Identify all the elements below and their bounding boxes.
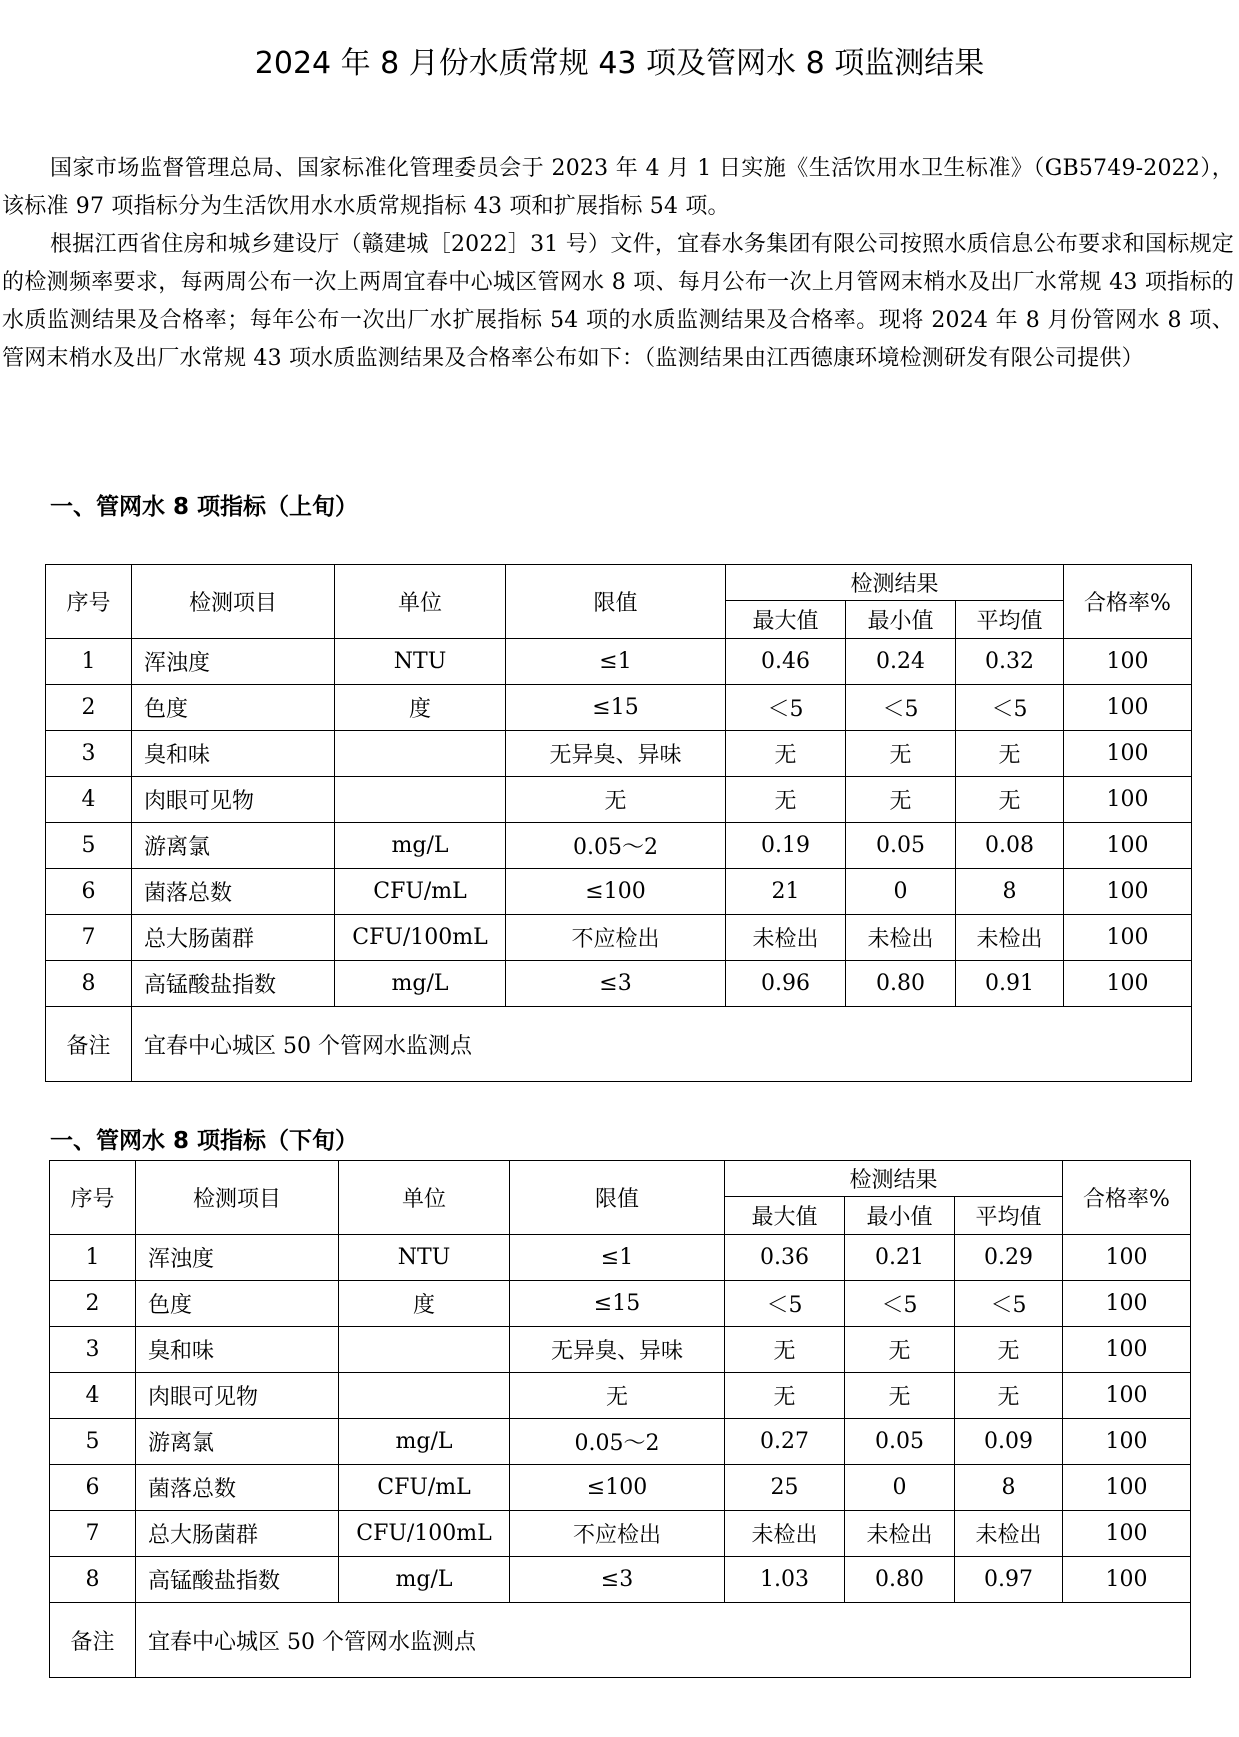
- table-row: [46, 731, 1192, 777]
- header-item: 检测项目: [132, 565, 335, 639]
- row-seq: 8: [50, 1557, 136, 1603]
- row-limit: ≤1: [506, 639, 726, 685]
- row-item: 肉眼可见物: [132, 777, 335, 823]
- row-item: 臭和味: [132, 731, 335, 777]
- table-row: [50, 1327, 1191, 1373]
- table-row: [50, 1235, 1191, 1281]
- intro-paragraph-1: 国家市场监督管理总局、国家标准化管理委员会于 2023 年 4 月 1 日实施《生活饮用水卫生标准》（GB5749-2022），该标准 97 项指标分为生活饮用水水质常规指标 43 项和扩展指标 54 项。: [2, 156, 1234, 219]
- table-row: [50, 1373, 1191, 1419]
- row-item: 浑浊度: [136, 1235, 339, 1281]
- row-min: 0.21: [845, 1235, 955, 1281]
- row-unit: mg/L: [339, 1557, 510, 1603]
- table-row: [50, 1465, 1191, 1511]
- row-limit: ≤15: [510, 1281, 725, 1327]
- table-row: [50, 1511, 1191, 1557]
- row-limit: ≤3: [506, 961, 726, 1007]
- table-row: [50, 1281, 1191, 1327]
- row-max: ＜5: [726, 685, 846, 731]
- row-seq: 6: [50, 1465, 136, 1511]
- results-table-second-period: [49, 1160, 1191, 1678]
- table-row: [46, 869, 1192, 915]
- row-limit: ≤15: [506, 685, 726, 731]
- row-max: 0.46: [726, 639, 846, 685]
- row-max: 25: [725, 1465, 845, 1511]
- row-unit: NTU: [335, 639, 506, 685]
- row-min: 0.05: [846, 823, 956, 869]
- row-max: 0.36: [725, 1235, 845, 1281]
- row-avg: 无: [955, 1373, 1063, 1419]
- row-rate: 100: [1064, 639, 1192, 685]
- note-row: [50, 1603, 1191, 1678]
- row-limit: ≤100: [510, 1465, 725, 1511]
- table-row: [46, 823, 1192, 869]
- row-min: 0.24: [846, 639, 956, 685]
- header-rate: 合格率%: [1063, 1161, 1191, 1235]
- row-seq: 4: [50, 1373, 136, 1419]
- row-unit: NTU: [339, 1235, 510, 1281]
- row-unit: 度: [335, 685, 506, 731]
- row-avg: 无: [955, 1327, 1063, 1373]
- row-unit: CFU/mL: [339, 1465, 510, 1511]
- header-min: 最小值: [845, 1197, 955, 1235]
- intro-paragraph-2: 根据江西省住房和城乡建设厅（赣建城［2022］31 号）文件，宜春水务集团有限公司按照水质信息公布要求和国标规定的检测频率要求，每两周公布一次上两周宜春中心城区管网水 8 项、每月公布一次上月管网末梢水及出厂水常规 43 项指标的水质监测结果及合格率；每年公布一次出厂水扩展指标 54 项的水质监测结果及合格率。现将 2024 年 8 月份管网水 8 项、管网末梢水及出厂水常规 43 项水质监测结果及合格率公布如下：（监测结果由江西德康环境检测研发有限公司提供）: [2, 232, 1234, 371]
- row-avg: 未检出: [956, 915, 1064, 961]
- table-row: [50, 1419, 1191, 1465]
- row-seq: 5: [50, 1419, 136, 1465]
- row-seq: 7: [50, 1511, 136, 1557]
- table-header-row: [46, 565, 1192, 601]
- table-row: [50, 1557, 1191, 1603]
- row-min: 0.80: [846, 961, 956, 1007]
- row-min: 0: [845, 1465, 955, 1511]
- row-item: 菌落总数: [136, 1465, 339, 1511]
- row-avg: 0.32: [956, 639, 1064, 685]
- row-avg: 0.08: [956, 823, 1064, 869]
- page-title: 2024 年 8 月份水质常规 43 项及管网水 8 项监测结果: [254, 46, 985, 81]
- row-item: 浑浊度: [132, 639, 335, 685]
- row-rate: 100: [1064, 961, 1192, 1007]
- note-label: 备注: [46, 1007, 132, 1082]
- row-seq: 3: [50, 1327, 136, 1373]
- header-avg: 平均值: [955, 1197, 1063, 1235]
- row-seq: 1: [46, 639, 132, 685]
- row-limit: 不应检出: [506, 915, 726, 961]
- row-rate: 100: [1064, 731, 1192, 777]
- row-rate: 100: [1064, 685, 1192, 731]
- row-max: 未检出: [725, 1511, 845, 1557]
- row-item: 游离氯: [136, 1419, 339, 1465]
- row-avg: 无: [956, 777, 1064, 823]
- header-min: 最小值: [846, 601, 956, 639]
- row-rate: 100: [1064, 869, 1192, 915]
- intro-text: [2, 150, 1234, 378]
- row-item: 总大肠菌群: [132, 915, 335, 961]
- row-max: 无: [726, 777, 846, 823]
- note-text: 宜春中心城区 50 个管网水监测点: [132, 1007, 1192, 1082]
- row-rate: 100: [1063, 1235, 1191, 1281]
- header-unit: 单位: [335, 565, 506, 639]
- row-rate: 100: [1064, 823, 1192, 869]
- row-rate: 100: [1063, 1465, 1191, 1511]
- row-min: 0.80: [845, 1557, 955, 1603]
- table-row: [46, 915, 1192, 961]
- row-min: 0: [846, 869, 956, 915]
- row-limit: 无: [506, 777, 726, 823]
- row-rate: 100: [1064, 777, 1192, 823]
- table-header-row: [50, 1161, 1191, 1197]
- table-row: [46, 639, 1192, 685]
- row-seq: 6: [46, 869, 132, 915]
- row-unit: mg/L: [335, 961, 506, 1007]
- row-unit: [339, 1327, 510, 1373]
- row-max: 0.19: [726, 823, 846, 869]
- row-seq: 5: [46, 823, 132, 869]
- table-row: [46, 777, 1192, 823]
- row-max: 0.27: [725, 1419, 845, 1465]
- results-table-first-period: [45, 564, 1192, 1082]
- table-row: [46, 961, 1192, 1007]
- row-avg: 0.91: [956, 961, 1064, 1007]
- row-item: 游离氯: [132, 823, 335, 869]
- row-max: ＜5: [725, 1281, 845, 1327]
- row-avg: 8: [956, 869, 1064, 915]
- row-avg: 0.09: [955, 1419, 1063, 1465]
- header-max: 最大值: [725, 1197, 845, 1235]
- header-limit: 限值: [510, 1161, 725, 1235]
- row-limit: 0.05～2: [506, 823, 726, 869]
- row-avg: ＜5: [956, 685, 1064, 731]
- row-rate: 100: [1063, 1511, 1191, 1557]
- row-seq: 7: [46, 915, 132, 961]
- row-rate: 100: [1063, 1327, 1191, 1373]
- row-avg: 0.29: [955, 1235, 1063, 1281]
- header-result: 检测结果: [726, 565, 1064, 601]
- row-avg: 0.97: [955, 1557, 1063, 1603]
- row-min: 无: [845, 1327, 955, 1373]
- row-unit: mg/L: [339, 1419, 510, 1465]
- row-limit: 无: [510, 1373, 725, 1419]
- row-seq: 2: [50, 1281, 136, 1327]
- row-rate: 100: [1063, 1373, 1191, 1419]
- row-max: 未检出: [726, 915, 846, 961]
- row-limit: ≤100: [506, 869, 726, 915]
- row-unit: CFU/100mL: [339, 1511, 510, 1557]
- header-item: 检测项目: [136, 1161, 339, 1235]
- row-item: 总大肠菌群: [136, 1511, 339, 1557]
- row-min: ＜5: [846, 685, 956, 731]
- row-item: 色度: [136, 1281, 339, 1327]
- row-item: 高锰酸盐指数: [136, 1557, 339, 1603]
- row-limit: 0.05～2: [510, 1419, 725, 1465]
- row-limit: 无异臭、异味: [510, 1327, 725, 1373]
- row-item: 肉眼可见物: [136, 1373, 339, 1419]
- header-seq: 序号: [46, 565, 132, 639]
- row-rate: 100: [1064, 915, 1192, 961]
- header-seq: 序号: [50, 1161, 136, 1235]
- row-avg: 8: [955, 1465, 1063, 1511]
- section2-heading: 一、管网水 8 项指标（下旬）: [50, 1128, 359, 1154]
- row-avg: ＜5: [955, 1281, 1063, 1327]
- row-item: 菌落总数: [132, 869, 335, 915]
- header-limit: 限值: [506, 565, 726, 639]
- row-seq: 4: [46, 777, 132, 823]
- row-seq: 3: [46, 731, 132, 777]
- row-limit: ≤1: [510, 1235, 725, 1281]
- row-limit: 不应检出: [510, 1511, 725, 1557]
- row-max: 无: [726, 731, 846, 777]
- row-rate: 100: [1063, 1557, 1191, 1603]
- row-unit: mg/L: [335, 823, 506, 869]
- row-unit: [339, 1373, 510, 1419]
- row-item: 色度: [132, 685, 335, 731]
- section1-heading: 一、管网水 8 项指标（上旬）: [50, 494, 359, 520]
- row-item: 臭和味: [136, 1327, 339, 1373]
- row-avg: 未检出: [955, 1511, 1063, 1557]
- row-limit: ≤3: [510, 1557, 725, 1603]
- row-rate: 100: [1063, 1281, 1191, 1327]
- note-row: [46, 1007, 1192, 1082]
- header-avg: 平均值: [956, 601, 1064, 639]
- row-unit: 度: [339, 1281, 510, 1327]
- row-seq: 1: [50, 1235, 136, 1281]
- row-min: 未检出: [845, 1511, 955, 1557]
- row-limit: 无异臭、异味: [506, 731, 726, 777]
- row-unit: CFU/100mL: [335, 915, 506, 961]
- row-min: 无: [846, 777, 956, 823]
- header-unit: 单位: [339, 1161, 510, 1235]
- row-max: 无: [725, 1327, 845, 1373]
- row-seq: 2: [46, 685, 132, 731]
- table-row: [46, 685, 1192, 731]
- row-unit: [335, 731, 506, 777]
- row-min: 0.05: [845, 1419, 955, 1465]
- row-rate: 100: [1063, 1419, 1191, 1465]
- row-min: 未检出: [846, 915, 956, 961]
- row-max: 1.03: [725, 1557, 845, 1603]
- header-max: 最大值: [726, 601, 846, 639]
- row-unit: [335, 777, 506, 823]
- row-min: 无: [846, 731, 956, 777]
- row-min: 无: [845, 1373, 955, 1419]
- note-text: 宜春中心城区 50 个管网水监测点: [136, 1603, 1191, 1678]
- note-label: 备注: [50, 1603, 136, 1678]
- row-max: 无: [725, 1373, 845, 1419]
- row-unit: CFU/mL: [335, 869, 506, 915]
- row-item: 高锰酸盐指数: [132, 961, 335, 1007]
- header-result: 检测结果: [725, 1161, 1063, 1197]
- header-rate: 合格率%: [1064, 565, 1192, 639]
- row-min: ＜5: [845, 1281, 955, 1327]
- row-max: 0.96: [726, 961, 846, 1007]
- row-max: 21: [726, 869, 846, 915]
- row-seq: 8: [46, 961, 132, 1007]
- row-avg: 无: [956, 731, 1064, 777]
